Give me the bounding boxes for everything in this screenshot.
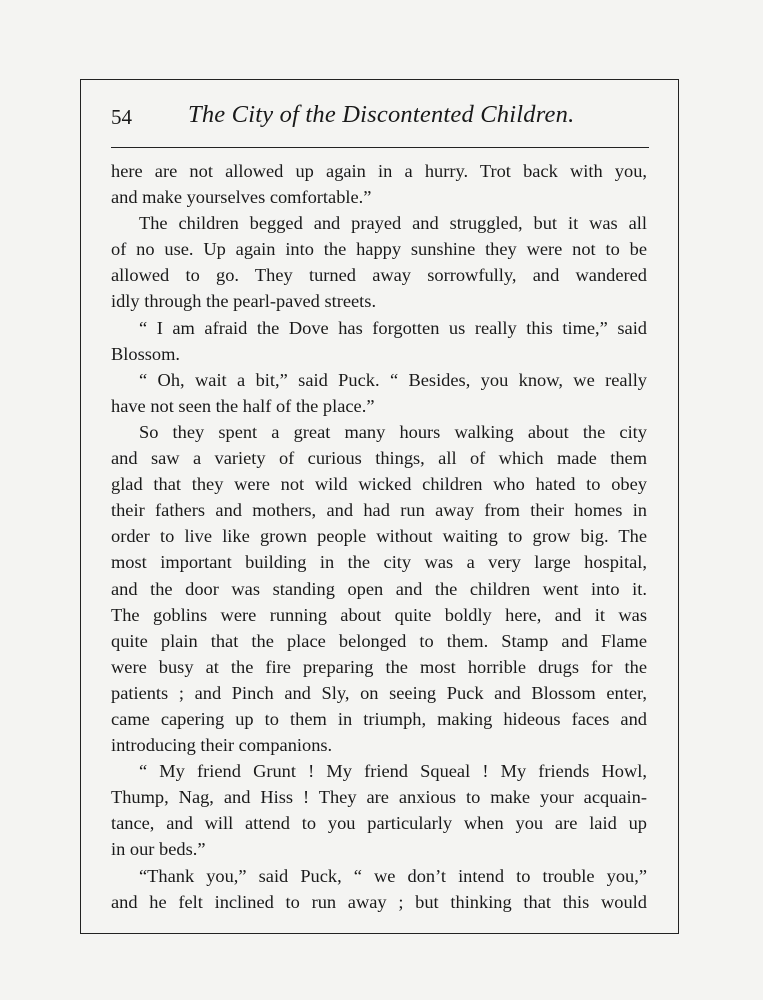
text-line: of no use. Up again into the happy sunshine they were not to be <box>111 239 647 260</box>
paragraph-start-line: “Thank you,” said Puck, “ we don’t intend to trouble you,” <box>139 865 647 886</box>
text-line: came capering up to them in triumph, making hideous faces and <box>111 708 647 729</box>
text-line: glad that they were not wild wicked children who hated to obey <box>111 474 647 495</box>
text-line: and make yourselves comfortable.” <box>111 187 372 208</box>
text-line: in our beds.” <box>111 839 206 860</box>
text-line: quite plain that the place belonged to them. Stamp and Flame <box>111 630 647 651</box>
paragraph-start-line: The children begged and prayed and struggled, but it was all <box>139 213 647 234</box>
paragraph-start-line: “ I am afraid the Dove has forgotten us really this time,” said <box>139 317 647 338</box>
text-line: and he felt inclined to run away ; but thinking that this would <box>111 891 647 912</box>
paragraph-start-line: “ Oh, wait a bit,” said Puck. “ Besides, you know, we really <box>139 369 647 390</box>
text-line: have not seen the half of the place.” <box>111 395 375 416</box>
body-text <box>111 158 647 915</box>
page-number: 54 <box>111 105 132 129</box>
text-line: patients ; and Pinch and Sly, on seeing Puck and Blossom enter, <box>111 682 647 703</box>
paragraph-start-line: So they spent a great many hours walking about the city <box>139 421 647 442</box>
text-line: allowed to go. They turned away sorrowfully, and wandered <box>111 265 647 286</box>
text-line: Blossom. <box>111 343 180 364</box>
text-line: Thump, Nag, and Hiss ! They are anxious to make your acquain- <box>111 787 647 808</box>
text-line: introducing their companions. <box>111 735 333 756</box>
text-line: were busy at the fire preparing the most horrible drugs for the <box>111 656 647 677</box>
paragraph-start-line: “ My friend Grunt ! My friend Squeal ! My friends Howl, <box>139 761 647 782</box>
text-line: The goblins were running about quite boldly here, and it was <box>111 604 647 625</box>
header-rule <box>111 147 649 148</box>
text-line: and saw a variety of curious things, all of which made them <box>111 448 647 469</box>
text-line: idly through the pearl-paved streets. <box>111 291 377 312</box>
text-line: most important building in the city was a very large hospital, <box>111 552 647 573</box>
text-line: tance, and will attend to you particularly when you are laid up <box>111 813 647 834</box>
text-line: and the door was standing open and the children went into it. <box>111 578 647 599</box>
text-line: order to live like grown people without waiting to grow big. The <box>111 526 647 547</box>
text-line: their fathers and mothers, and had run away from their homes in <box>111 500 647 521</box>
page-header <box>111 100 649 136</box>
text-line: here are not allowed up again in a hurry. Trot back with you, <box>111 161 647 181</box>
running-title: The City of the Discontented Children. <box>188 101 575 128</box>
